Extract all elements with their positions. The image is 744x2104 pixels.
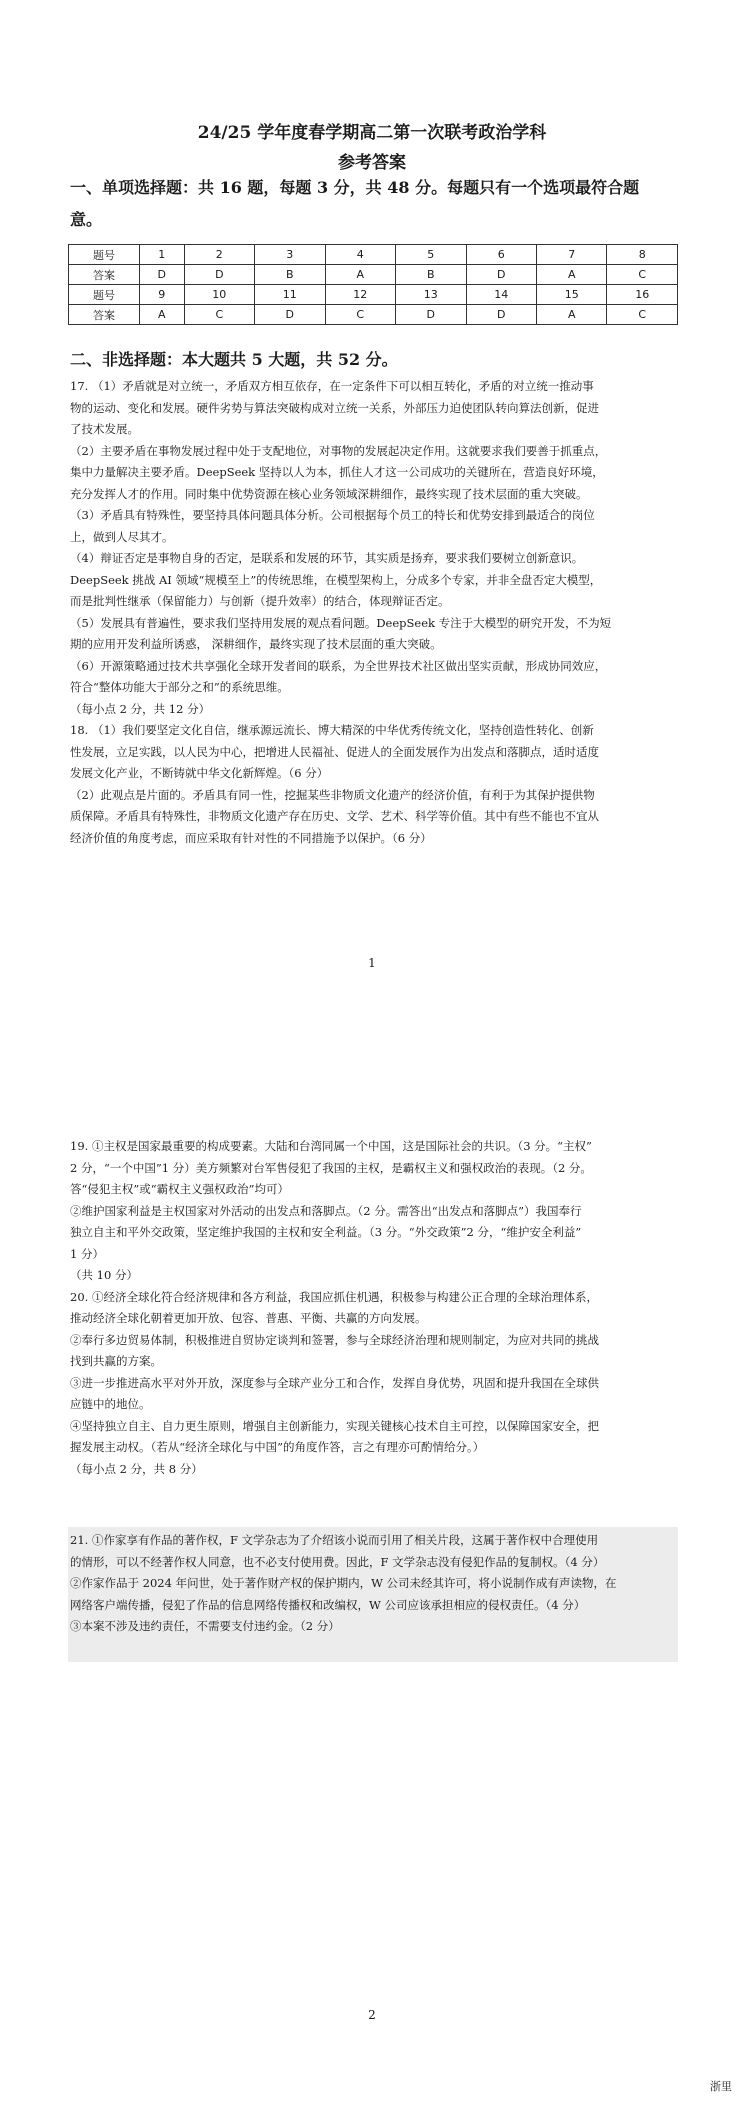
- answer-table-cell: C: [325, 305, 395, 325]
- answer-line: 应链中的地位。: [70, 1397, 151, 1411]
- answer-line: 19. ①主权是国家最重要的构成要素。大陆和台湾同属一个中国，这是国际社会的共识。（3 分。“主权”: [70, 1139, 592, 1153]
- answer-table-cell: 7: [536, 245, 606, 265]
- answer-table-row: [69, 285, 678, 305]
- answer-table-cell: A: [536, 305, 606, 325]
- answer-line: 找到共赢的方案。: [70, 1354, 162, 1368]
- answer-table-cell: C: [184, 305, 254, 325]
- answer-table-row-label: 答案: [69, 265, 140, 285]
- answer-line: 18. （1）我们要坚定文化自信，继承源远流长、博大精深的中华优秀传统文化，坚持创造性转化、创新: [70, 723, 594, 737]
- document-title: 24/25 学年度春学期高二第一次联考政治学科: [197, 123, 547, 143]
- answer-table-cell: A: [536, 265, 606, 285]
- answer-table-cell: B: [255, 265, 325, 285]
- answer-line: 21. ①作家享有作品的著作权，F 文学杂志为了介绍该小说而引用了相关片段，这属于著作权中合理使用: [70, 1533, 599, 1547]
- answer-table-cell: D: [466, 265, 536, 285]
- answer-table-cell: 15: [536, 285, 606, 305]
- answer-line: ③本案不涉及违约责任，不需要支付违约金。（2 分）: [70, 1619, 340, 1633]
- answer-table-cell: D: [255, 305, 325, 325]
- answer-line: 经济价值的角度考虑，而应采取有针对性的不同措施予以保护。（6 分）: [70, 830, 432, 845]
- answer-line: 充分发挥人才的作用。同时集中优势资源在核心业务领域深耕细作，最终实现了技术层面的重大突破。: [70, 486, 588, 501]
- answer-line: 性发展，立足实践，以人民为中心，把增进人民福祉、促进人的全面发展作为出发点和落脚点，适时适度: [70, 744, 599, 759]
- answer-table-cell: 10: [184, 285, 254, 305]
- answer-line: ②作家作品于 2024 年问世，处于著作财产权的保护期内，W 公司未经其许可，将小说制作成有声读物，在: [70, 1576, 617, 1590]
- corner-mark: 浙里: [710, 2080, 732, 2093]
- answer-line: （2）此观点是片面的。矛盾具有同一性，挖掘某些非物质文化遗产的经济价值，有利于为其保护提供物: [70, 787, 595, 802]
- answer-line: 推动经济全球化朝着更加开放、包容、普惠、平衡、共赢的方向发展。: [70, 1311, 427, 1325]
- answer-line: 期的应用开发利益所诱惑， 深耕细作，最终实现了技术层面的重大突破。: [70, 637, 442, 651]
- answer-line: 符合“整体功能大于部分之和”的系统思维。: [70, 680, 289, 694]
- answer-table-cell: 4: [325, 245, 395, 265]
- answer-table-cell: 5: [396, 245, 466, 265]
- section2-heading: 二、非选择题：本大题共 5 大题，共 52 分。: [70, 350, 398, 369]
- answer-line: ③进一步推进高水平对外开放，深度参与全球产业分工和合作，发挥自身优势，巩固和提升我国在全球供: [70, 1375, 599, 1390]
- answer-line: （每小点 2 分，共 8 分）: [70, 1461, 203, 1476]
- answer-table-cell: 13: [396, 285, 466, 305]
- answer-table-row: [69, 265, 678, 285]
- answer-table-cell: 12: [325, 285, 395, 305]
- answer-line: 质保障。矛盾具有特殊性，非物质文化遗产存在历史、文学、艺术、科学等价值。其中有些不能也不宜从: [70, 809, 599, 823]
- answer-line: 独立自主和平外交政策，坚定维护我国的主权和安全利益。（3 分。“外交政策”2 分，“维护安全利益”: [70, 1225, 582, 1239]
- answer-line: 17. （1）矛盾就是对立统一，矛盾双方相互依存，在一定条件下可以相互转化，矛盾的对立统一推动事: [70, 379, 594, 393]
- answer-line: （5）发展具有普遍性，要求我们坚持用发展的观点看问题。DeepSeek 专注于大模型的研究开发，不为短: [70, 615, 612, 630]
- answer-line: 网络客户端传播，侵犯了作品的信息网络传播权和改编权，W 公司应该承担相应的侵权责任。（4 分）: [70, 1597, 586, 1612]
- answer-table-cell: 8: [607, 245, 678, 265]
- answer-table-cell: D: [140, 265, 185, 285]
- answer-table-cell: 11: [255, 285, 325, 305]
- answer-table-row-label: 答案: [69, 305, 140, 325]
- answer-table-cell: 14: [466, 285, 536, 305]
- document-subtitle: 参考答案: [338, 153, 406, 173]
- answer-line: （4）辩证否定是事物自身的否定，是联系和发展的环节，其实质是扬弃，要求我们要树立创新意识。: [70, 551, 584, 565]
- answer-line: （每小点 2 分，共 12 分）: [70, 701, 211, 716]
- answer-table-row-label: 题号: [69, 285, 140, 305]
- q21-answers: [70, 1530, 676, 1638]
- answer-line: 2 分，“一个中国”1 分）美方频繁对台军售侵犯了我国的主权，是霸权主义和强权政治的表现。（2 分。: [70, 1160, 592, 1175]
- answer-line: 物的运动、变化和发展。硬件劣势与算法突破构成对立统一关系，外部压力迫使团队转向算法创新，促进: [70, 400, 599, 415]
- section1-line2: 意。: [70, 210, 103, 229]
- answer-line: 集中力量解决主要矛盾。DeepSeek 坚持以人为本，抓住人才这一公司成功的关键所在，营造良好环境，: [70, 465, 604, 479]
- answer-table-cell: 1: [140, 245, 185, 265]
- page1-answers: [70, 376, 676, 849]
- answer-line: ②奉行多边贸易体制，积极推进自贸协定谈判和签署，参与全球经济治理和规则制定，为应对共同的挑战: [70, 1332, 599, 1347]
- answer-table-row-label: 题号: [69, 245, 140, 265]
- page2-answers: [70, 1136, 676, 1480]
- answer-line: 握发展主动权。（若从“经济全球化与中国”的角度作答，言之有理亦可酌情给分。）: [70, 1440, 485, 1454]
- answer-line: 20. ①经济全球化符合经济规律和各方利益，我国应抓住机遇，积极参与构建公正合理的全球治理体系，: [70, 1289, 598, 1304]
- answer-line: （6）开源策略通过技术共享强化全球开发者间的联系，为全世界技术社区做出坚实贡献，形成协同效应，: [70, 658, 607, 673]
- answer-table-cell: B: [396, 265, 466, 285]
- answer-table-cell: C: [607, 305, 678, 325]
- answer-line: 发展文化产业，不断铸就中华文化新辉煌。（6 分）: [70, 766, 329, 780]
- answer-line: （2）主要矛盾在事物发展过程中处于支配地位，对事物的发展起决定作用。这就要求我们要善于抓重点，: [70, 443, 607, 458]
- answer-table-cell: 16: [607, 285, 678, 305]
- page-number-1: 1: [368, 956, 376, 970]
- answer-line: 而是批判性继承（保留能力）与创新（提升效率）的结合，体现辩证否定。: [70, 594, 450, 608]
- section1-heading: [70, 172, 690, 236]
- page-number-2: 2: [368, 2008, 376, 2022]
- answer-table-cell: A: [140, 305, 185, 325]
- answer-line: 答“侵犯主权”或“霸权主义强权政治”均可）: [70, 1182, 290, 1196]
- answer-line: （共 10 分）: [70, 1268, 138, 1282]
- answer-table: [68, 244, 678, 325]
- answer-line: 的情形，可以不经著作权人同意，也不必支付使用费。因此，F 文学杂志没有侵犯作品的复制权。（4 分）: [70, 1554, 605, 1569]
- answer-line: 上，做到人尽其才。: [70, 529, 174, 544]
- answer-table-cell: 3: [255, 245, 325, 265]
- answer-table-cell: A: [325, 265, 395, 285]
- section1-line1: 一、单项选择题：共 16 题，每题 3 分，共 48 分。每题只有一个选项最符合题: [70, 178, 640, 197]
- answer-table-cell: 9: [140, 285, 185, 305]
- answer-table-cell: 6: [466, 245, 536, 265]
- answer-table-cell: 2: [184, 245, 254, 265]
- answer-table-cell: C: [607, 265, 678, 285]
- answer-line: DeepSeek 挑战 AI 领域“规模至上”的传统思维，在模型架构上，分成多个专家，并非全盘否定大模型，: [70, 572, 602, 587]
- answer-table-cell: D: [184, 265, 254, 285]
- answer-table-cell: D: [396, 305, 466, 325]
- answer-table-row: [69, 245, 678, 265]
- answer-line: 1 分）: [70, 1246, 104, 1261]
- answer-line: ②维护国家利益是主权国家对外活动的出发点和落脚点。（2 分。需答出“出发点和落脚点”）我国奉行: [70, 1203, 582, 1218]
- answer-line: 了技术发展。: [70, 422, 139, 436]
- answer-line: （3）矛盾具有特殊性，要坚持具体问题具体分析。公司根据每个员工的特长和优势安排到最适合的岗位: [70, 508, 595, 522]
- answer-table-row: [69, 305, 678, 325]
- answer-line: ④坚持独立自主、自力更生原则，增强自主创新能力，实现关键核心技术自主可控，以保障国家安全，把: [70, 1418, 599, 1433]
- answer-table-cell: D: [466, 305, 536, 325]
